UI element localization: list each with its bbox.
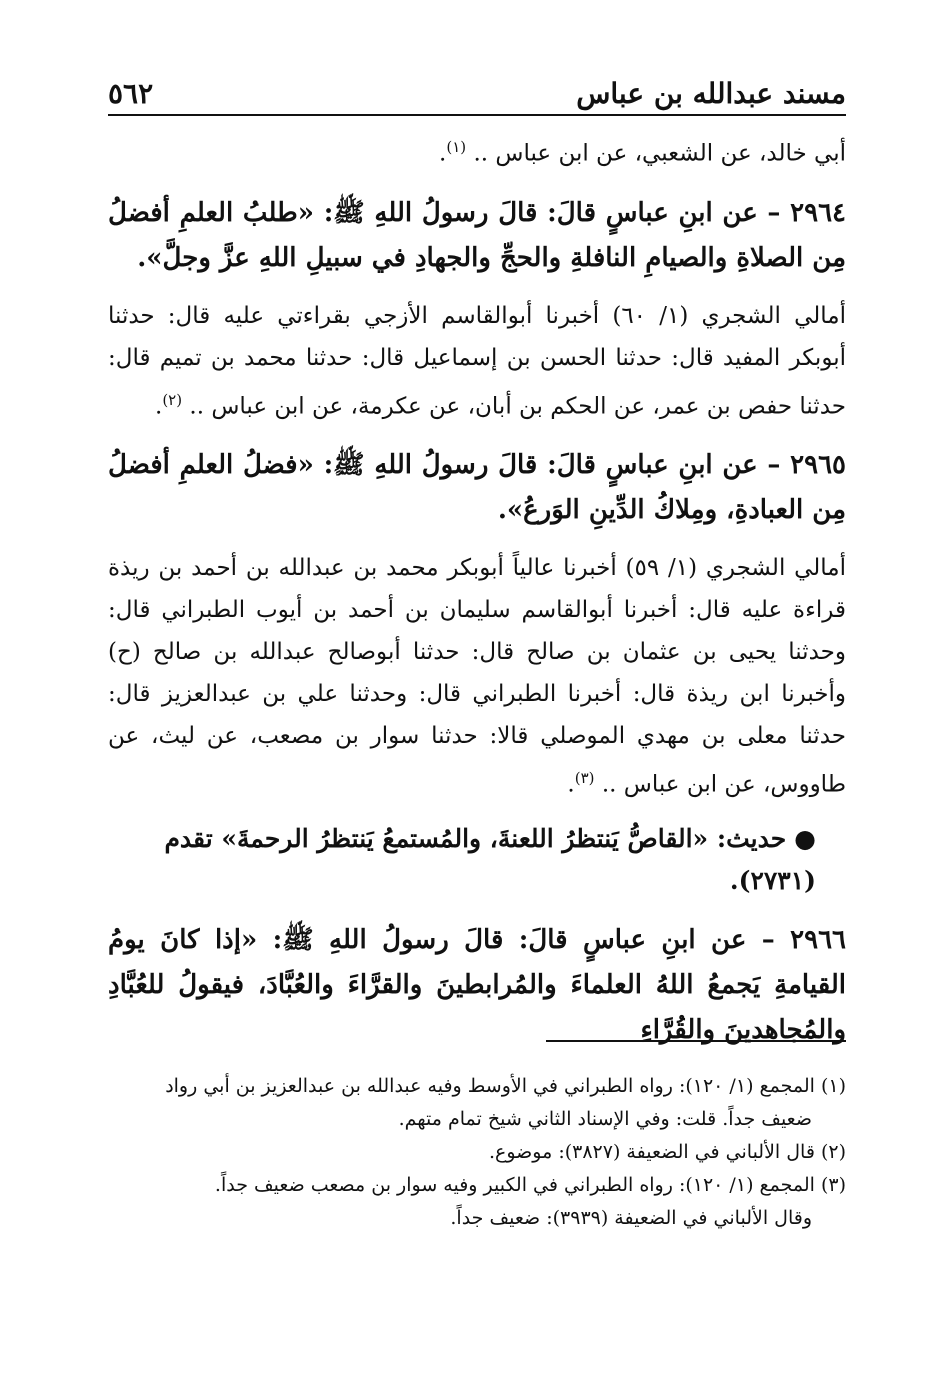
- intro-line: أبي خالد، عن الشعبي، عن ابن عباس .. $^{(١)}$.: [439, 138, 846, 167]
- footnote-3-continuation: وقال الألباني في الضعيفة (٣٩٣٩): ضعيف جداً.: [450, 1207, 812, 1229]
- isnad-2965: أمالي الشجري (١/ ٥٩) أخبرنا عالياً أبوبكر محمد بن عبدالله بن أحمد بن ريذة قراءة عليه قال: أخبرنا أبوالقاسم سليمان بن أحمد بن أيوب الطبراني قال: وحدثنا يحيى بن عثمان بن صالح قال: حدثنا أبوصالح عبدالله بن صالح (ح) وأخبرنا ابن ريذة قال: أخبرنا الطبراني قال: وحدثنا علي بن عبدالعزيز قال: حدثنا معلى بن مهدي الموصلي قالا: حدثنا سوار بن مصعب، عن ليث، عن طاووس، عن ابن عباس .. $^{(٣)}$.: [108, 555, 847, 798]
- running-title: مسند عبدالله بن عباس: [576, 77, 846, 110]
- main-text: [108, 126, 846, 1053]
- book-page: [108, 70, 846, 1310]
- page-number: ٥٦٢: [108, 77, 154, 110]
- bullet-icon: ●: [794, 823, 816, 853]
- hadith-2966: ٢٩٦٦ – عن ابنِ عباسٍ قالَ: قالَ رسولُ اللهِ ﷺ: «إذا كانَ يومُ القيامةِ يَجمعُ اللهُ العلماءَ والمُرابطينَ والقرَّاءَ والعُبَّادَ، فيقولُ للعُبَّادِ والمُجاهدينَ والقُرَّاءِ: [108, 924, 846, 1045]
- isnad-2964: أمالي الشجري (١/ ٦٠) أخبرنا أبوالقاسم الأزجي بقراءتي عليه قال: حدثنا أبوبكر المفيد قال: حدثنا الحسن بن إسماعيل قال: حدثنا محمد بن تميم قال: حدثنا حفص بن عمر، عن الحكم بن أبان، عن عكرمة، عن ابن عباس .. $^{(٢)}$.: [108, 302, 846, 420]
- footnote-ref: (٢): [162, 390, 183, 409]
- cross-reference: ●حديث: «القاصُّ يَنتظرُ اللعنةَ، والمُستمعُ يَنتظرُ الرحمةَ» تقدم (٢٧٣١).: [108, 818, 846, 902]
- footnote-1: (١)المجمع (١/ ١٢٠): رواه الطبراني في الأوسط وفيه عبدالله بن عبدالعزيز بن أبي رواد: [165, 1075, 846, 1097]
- footnotes: [108, 1070, 846, 1235]
- hadith-2965: ٢٩٦٥ – عن ابنِ عباسٍ قالَ: قالَ رسولُ اللهِ ﷺ: «فضلُ العلمِ أفضلُ مِن العبادةِ، ومِلاكُ الدِّينِ الوَرعُ».: [108, 450, 846, 526]
- footnote-1-continuation: ضعيف جداً. قلت: وفي الإسناد الثاني شيخ تمام متهم.: [398, 1108, 812, 1130]
- footnote-ref: (١): [446, 138, 467, 156]
- page-header: [108, 70, 846, 116]
- footnote-divider: [546, 1040, 846, 1042]
- footnote-3: (٣)المجمع (١/ ١٢٠): رواه الطبراني في الكبير وفيه سوار بن مصعب ضعيف جداً.: [214, 1174, 846, 1196]
- footnote-ref: (٣): [574, 769, 595, 788]
- footnote-2: (٢)قال الألباني في الضعيفة (٣٨٢٧): موضوع.: [488, 1141, 846, 1163]
- hadith-2964: ٢٩٦٤ – عن ابنِ عباسٍ قالَ: قالَ رسولُ اللهِ ﷺ: «طلبُ العلمِ أفضلُ مِن الصلاةِ والصيامِ النافلةِ والحجِّ والجهادِ في سبيلِ اللهِ عزَّ وجلَّ».: [108, 197, 846, 273]
